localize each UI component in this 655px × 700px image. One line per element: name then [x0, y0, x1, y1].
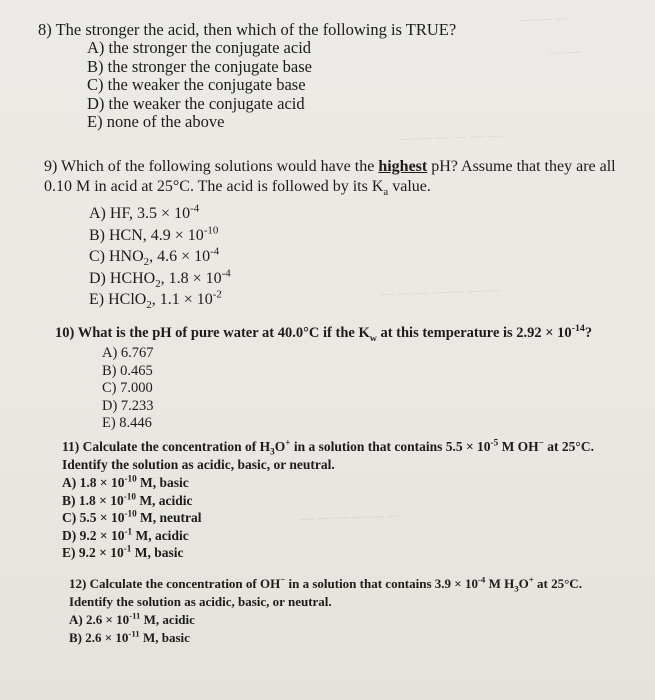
bleed-through-smudge: — — — — — — [299, 508, 402, 527]
choice-a[interactable]: A) $1.8 \times 10^{-10}$ M, basic [62, 473, 189, 490]
choice-d[interactable]: D) the weaker the conjugate acid [87, 93, 305, 113]
choice-a[interactable]: A) the stronger the conjugate acid [87, 38, 312, 57]
choice-b[interactable]: B) $1.8 \times 10^{-10}$ M, acidic [62, 491, 193, 508]
choice-c[interactable]: C) $5.5 \times 10^{-10}$ M, neutral [62, 508, 202, 525]
highest-emphasis: highest [378, 158, 428, 175]
bleed-through-smudge: — — [549, 44, 582, 61]
choice-d[interactable]: D) $9.2 \times 10^{-1}$ M, acidic [62, 526, 189, 543]
choice-b[interactable]: B) 0.465 [102, 362, 153, 379]
choice-d[interactable]: D) 7.233 [102, 397, 154, 414]
choice-b[interactable]: B) the stronger the conjugate base [87, 56, 312, 76]
question-12-stem: 12) Calculate the concentration of OH− in a solution that contains $3.9 \times 10^{-4}$ M $H_3O^+$ at 25°C. Identify the solution as acidic, basic, or neutral. [69, 574, 582, 609]
bleed-through-smudge: — — — — — — — [379, 282, 500, 303]
choice-a[interactable]: A) 6.767 [102, 345, 154, 361]
choice-e[interactable]: E) none of the above [87, 112, 225, 131]
question-11-choices [62, 474, 594, 562]
question-8-stem: 8) The stronger the acid, then which of the following is TRUE? [38, 20, 457, 39]
bleed-through-smudge: — — — [519, 11, 570, 28]
choice-a[interactable]: A) $2.6 \times 10^{-11}$ M, acidic [69, 610, 195, 627]
choice-c[interactable]: C) 7.000 [102, 380, 153, 396]
choice-e[interactable]: E) $9.2 \times 10^{-1}$ M, basic [62, 543, 184, 560]
question-9-choices [89, 203, 624, 311]
bleed-through-smudge: — — — — — — [399, 128, 502, 147]
question-12 [69, 575, 582, 646]
question-10-stem: 10) What is the pH of pure water at 40.0°C if the $K_w$ at this temperature is $2.92 \times 10^{-14}$? [55, 323, 593, 344]
choice-e[interactable]: E) 8.446 [102, 415, 152, 431]
question-10-choices [102, 345, 592, 433]
choice-b[interactable]: B) HCN, $4.9 \times 10^{-10}$ [89, 224, 219, 244]
choice-c[interactable]: C) $HNO_2$, $4.6 \times 10^{-4}$ [89, 245, 220, 269]
question-11-stem: 11) Calculate the concentration of $H_3O^+$ in a solution that contains $5.5 \times 10^{-5}$ M OH− at 25°C. Identify the solution as acidic, basic, or neutral. [62, 437, 594, 472]
choice-e[interactable]: E) HClO$_2$, $1.1 \times 10^{-2}$ [89, 288, 222, 312]
question-10 [55, 324, 592, 433]
choice-b[interactable]: B) $2.6 \times 10^{-11}$ M, basic [69, 628, 190, 645]
question-9 [44, 157, 624, 311]
question-9-stem: 9) Which of the following solutions would have the highest pH? Assume that they are all 0.10 M in acid at 25°C. The acid is followed by its $K_a$ value. [44, 158, 616, 199]
question-8-choices [87, 39, 456, 132]
choice-c[interactable]: C) the weaker the conjugate base [87, 75, 306, 94]
choice-a[interactable]: A) HF, $3.5 \times 10^{-4}$ [89, 202, 200, 222]
choice-d[interactable]: D) $HCHO_2$, $1.8 \times 10^{-4}$ [89, 267, 231, 290]
question-8 [38, 20, 456, 132]
question-11 [62, 438, 594, 562]
question-12-choices [69, 611, 582, 646]
